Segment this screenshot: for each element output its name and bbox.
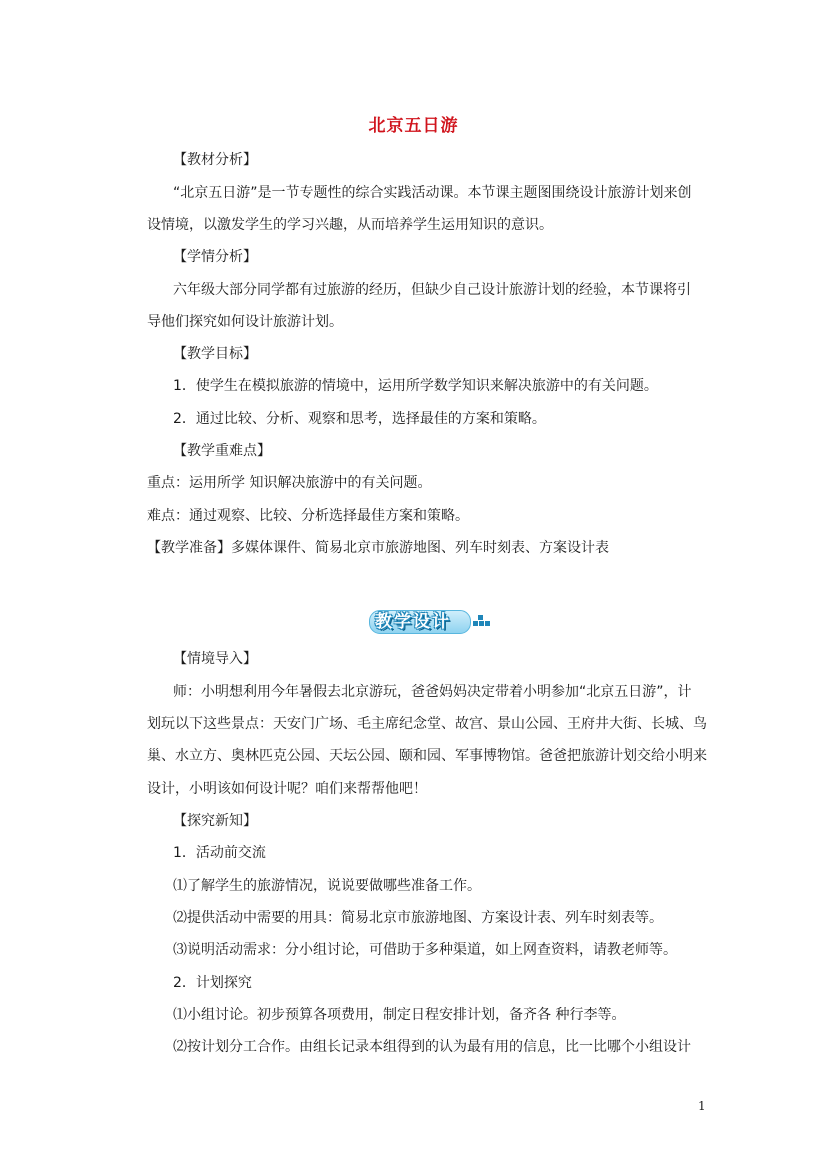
- paragraph-line: ⑴小组讨论。初步预算各项费用，制定日程安排计划，备齐各 种行李等。: [173, 1007, 626, 1023]
- section-heading: 【教材分析】: [173, 152, 257, 168]
- paragraph-line: ⑵按计划分工合作。由组长记录本组得到的认为最有用的信息，比一比哪个小组设计: [173, 1039, 691, 1055]
- section-heading: 【教学目标】: [173, 346, 257, 362]
- paragraph-line: 1．使学生在模拟旅游的情境中，运用所学数学知识来解决旅游中的有关问题。: [173, 378, 658, 394]
- paragraph-line: 导他们探究如何设计旅游计划。: [147, 314, 343, 330]
- square-dots-icon: [473, 615, 489, 631]
- document-title: 北京五日游: [368, 116, 459, 136]
- paragraph-line: 2．通过比较、分析、观察和思考，选择最佳的方案和策略。: [173, 411, 546, 427]
- page-number: 1: [698, 1099, 706, 1113]
- paragraph-line: 难点：通过观察、比较、分析选择最佳方案和策略。: [147, 508, 469, 524]
- paragraph-line: 划玩以下这些景点：天安门广场、毛主席纪念堂、故宫、景山公园、王府井大街、长城、鸟: [147, 716, 707, 732]
- paragraph-line: 巢、水立方、奥林匹克公园、天坛公园、颐和园、军事博物馆。爸爸把旅游计划交给小明来: [147, 748, 707, 764]
- paragraph-line: “北京五日游”是一节专题性的综合实践活动课。本节课主题图围绕设计旅游计划来创: [173, 185, 692, 201]
- section-heading: 【学情分析】: [173, 249, 257, 265]
- section-heading: 【探究新知】: [173, 813, 257, 829]
- paragraph-line: 重点：运用所学 知识解决旅游中的有关问题。: [147, 475, 432, 491]
- paragraph-line: 设计，小明该如何设计呢？咱们来帮帮他吧！: [147, 781, 427, 797]
- section-heading: 【教学重难点】: [173, 443, 271, 459]
- paragraph-line: ⑴了解学生的旅游情况，说说要做哪些准备工作。: [173, 878, 481, 894]
- banner-label: 教学设计: [375, 612, 451, 632]
- paragraph-line: 设情境，以激发学生的学习兴趣，从而培养学生运用知识的意识。: [147, 217, 553, 233]
- section-heading: 【情境导入】: [173, 651, 257, 667]
- paragraph-line: ⑵提供活动中需要的用具：简易北京市旅游地图、方案设计表、列车时刻表等。: [173, 910, 663, 926]
- teaching-design-banner: [369, 606, 489, 636]
- paragraph-line: ⑶说明活动需求：分小组讨论，可借助于多种渠道，如上网查资料，请教老师等。: [173, 942, 677, 958]
- paragraph-line: 1．活动前交流: [173, 845, 266, 861]
- paragraph-line: 六年级大部分同学都有过旅游的经历，但缺少自己设计旅游计划的经验，本节课将引: [173, 282, 691, 298]
- paragraph-line: 2．计划探究: [173, 975, 252, 991]
- paragraph-line: 【教学准备】多媒体课件、简易北京市旅游地图、列车时刻表、方案设计表: [147, 540, 609, 556]
- paragraph-line: 师：小明想利用今年暑假去北京游玩，爸爸妈妈决定带着小明参加“北京五日游”，计: [173, 684, 692, 700]
